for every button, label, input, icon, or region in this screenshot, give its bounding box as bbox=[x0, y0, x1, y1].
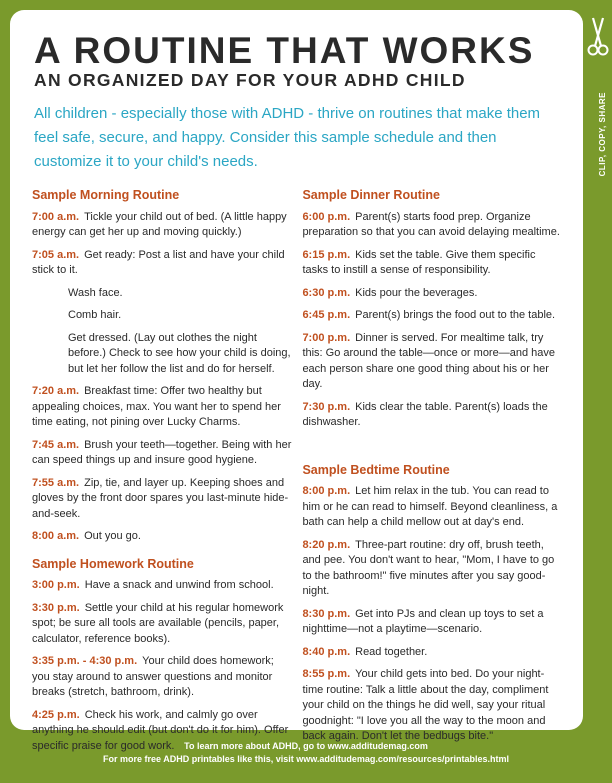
entry-text: Brush your teeth—together. Being with her can speed things up and insure good hygiene. bbox=[32, 438, 292, 466]
scissors-icon bbox=[587, 14, 609, 58]
entry-time: 8:00 p.m. bbox=[302, 485, 351, 497]
entry-time: 7:05 a.m. bbox=[32, 248, 80, 261]
homework-entry bbox=[32, 578, 294, 594]
entry-text: Kids pour the beverages. bbox=[355, 286, 478, 299]
homework-entry bbox=[32, 654, 294, 701]
morning-entry bbox=[68, 286, 294, 302]
entry-time: 7:00 a.m. bbox=[32, 210, 80, 223]
left-column bbox=[32, 188, 294, 761]
entry-time: 7:20 a.m. bbox=[32, 385, 80, 397]
bedtime-entry bbox=[302, 538, 561, 600]
entry-text: Kids clear the table. Parent(s) loads the dishwasher. bbox=[302, 400, 548, 428]
entry-text: Get into PJs and clean up toys to set a nighttime—not a playtime—scenario. bbox=[302, 607, 544, 635]
bedtime-entry bbox=[302, 645, 561, 661]
morning-entry bbox=[32, 529, 294, 545]
page-subtitle: AN ORGANIZED DAY FOR YOUR ADHD CHILD bbox=[34, 70, 466, 90]
entry-time: 3:00 p.m. bbox=[32, 579, 80, 591]
entry-time: 8:40 p.m. bbox=[302, 645, 351, 658]
entry-text: Get dressed. (Lay out clothes the night before.) Check to see how your child is doing, but let her follow the list and do for herself. bbox=[68, 331, 291, 375]
entry-time: 3:30 p.m. bbox=[32, 601, 80, 614]
entry-time: 6:45 p.m. bbox=[302, 309, 351, 321]
entry-text: Let him relax in the tub. You can read to him or he can read to himself. Beyond cleanliness, a bath can help a child mellow out at day's end. bbox=[302, 485, 558, 528]
entry-time: 7:45 a.m. bbox=[32, 438, 80, 451]
entry-text: Parent(s) brings the food out to the table. bbox=[355, 309, 556, 321]
entry-text: Parent(s) starts food prep. Organize preparation so that you can avoid delaying mealtime. bbox=[302, 210, 560, 238]
entry-text: Tickle your child out of bed. (A little happy energy can get her up and moving quickly.) bbox=[32, 210, 287, 238]
entry-text: Your child does homework; you stay around to answer questions and monitor breaks (stretch, bathroom, drink). bbox=[32, 655, 274, 698]
entry-text: Check his work, and calmly go over anything he should edit (but don't do it for him). Offer specific praise for good work. bbox=[32, 708, 289, 752]
entry-time: 7:30 p.m. bbox=[302, 400, 351, 413]
entry-time: 8:20 p.m. bbox=[302, 538, 351, 551]
clip-copy-share-label: CLIP, COPY, SHARE bbox=[598, 92, 607, 177]
bedtime-entry bbox=[302, 667, 561, 745]
morning-entry bbox=[68, 331, 294, 378]
entry-time: 6:15 p.m. bbox=[302, 248, 351, 261]
entry-time: 6:30 p.m. bbox=[302, 286, 351, 299]
footer-line-1: To learn more about ADHD, go to www.additudemag.com bbox=[184, 741, 428, 751]
dinner-entry bbox=[302, 248, 561, 279]
entry-text: Comb hair. bbox=[68, 309, 122, 321]
entry-text: Your child gets into bed. Do your night-time routine: Talk a little about the day, compliment your child on the things he did well, say your ritual goodnight: "I love you all the way to the moon and back again. Don't let the bedbugs bite." bbox=[302, 668, 549, 742]
entry-text: Three-part routine: dry off, brush teeth, and pee. You don't want to hear, "Mom, I have to go to the bathroom!" five minutes after you say good-night. bbox=[302, 538, 555, 597]
footer-line-2: For more free ADHD printables like this, visit www.additudemag.com/resources/printables.html bbox=[103, 754, 509, 764]
entry-text: Zip, tie, and layer up. Keeping shoes and gloves by the front door spares you last-minute hide-and-seek. bbox=[32, 476, 289, 520]
sidebar bbox=[585, 0, 612, 783]
morning-entry bbox=[32, 210, 294, 241]
dinner-title: Sample Dinner Routine bbox=[302, 188, 440, 202]
entry-text: Wash face. bbox=[68, 286, 123, 299]
dinner-entry bbox=[302, 331, 561, 393]
dinner-section bbox=[302, 188, 561, 431]
dinner-entry bbox=[302, 210, 561, 241]
entry-text: Breakfast time: Offer two healthy but appealing choices, max. You want her to spend her time eating, not pining over Lucky Charms. bbox=[32, 385, 281, 428]
intro-text: All children - especially those with ADHD - thrive on routines that make them feel safe, secure, and happy. Consider this sample schedule and then customize it to your child's needs. bbox=[34, 105, 541, 170]
entry-time: 6:00 p.m. bbox=[302, 210, 351, 223]
entry-text: Have a snack and unwind from school. bbox=[84, 579, 274, 591]
entry-text: Read together. bbox=[355, 645, 428, 658]
morning-entry bbox=[32, 476, 294, 523]
footer bbox=[0, 740, 612, 766]
homework-title: Sample Homework Routine bbox=[32, 556, 194, 571]
morning-entry bbox=[32, 438, 294, 469]
page-title: A ROUTINE THAT WORKS bbox=[34, 30, 535, 71]
right-column bbox=[302, 188, 561, 761]
entry-text: Kids set the table. Give them specific tasks to instill a sense of responsibility. bbox=[302, 248, 536, 276]
entry-text: Settle your child at his regular homework spot; be sure all tools are available (pencils, paper, calculator, reference books). bbox=[32, 601, 284, 645]
entry-time: 8:30 p.m. bbox=[302, 607, 351, 620]
homework-section bbox=[32, 557, 294, 755]
bedtime-title: Sample Bedtime Routine bbox=[302, 462, 450, 477]
entry-time: 7:00 p.m. bbox=[302, 331, 351, 344]
entry-time: 3:35 p.m. - 4:30 p.m. bbox=[32, 655, 138, 667]
entry-time: 8:00 a.m. bbox=[32, 530, 80, 542]
morning-section bbox=[32, 188, 294, 545]
entry-time: 4:25 p.m. bbox=[32, 708, 80, 721]
dinner-entry bbox=[302, 286, 561, 302]
morning-entry bbox=[32, 384, 294, 431]
morning-entry bbox=[68, 308, 294, 324]
dinner-entry bbox=[302, 400, 561, 431]
morning-entry bbox=[32, 248, 294, 279]
bedtime-section bbox=[302, 463, 561, 745]
bedtime-entry bbox=[302, 607, 561, 638]
entry-text: Out you go. bbox=[84, 530, 141, 542]
entry-time: 7:55 a.m. bbox=[32, 476, 80, 489]
morning-title: Sample Morning Routine bbox=[32, 188, 180, 202]
entry-text: Get ready: Post a list and have your child stick to it. bbox=[32, 248, 285, 276]
homework-entry bbox=[32, 601, 294, 648]
bedtime-entry bbox=[302, 484, 561, 531]
entry-text: Dinner is served. For mealtime talk, try this: Go around the table—once or more—and have each person share one good thing about his or her day. bbox=[302, 331, 555, 390]
entry-time: 8:55 p.m. bbox=[302, 668, 351, 680]
dinner-entry bbox=[302, 308, 561, 324]
